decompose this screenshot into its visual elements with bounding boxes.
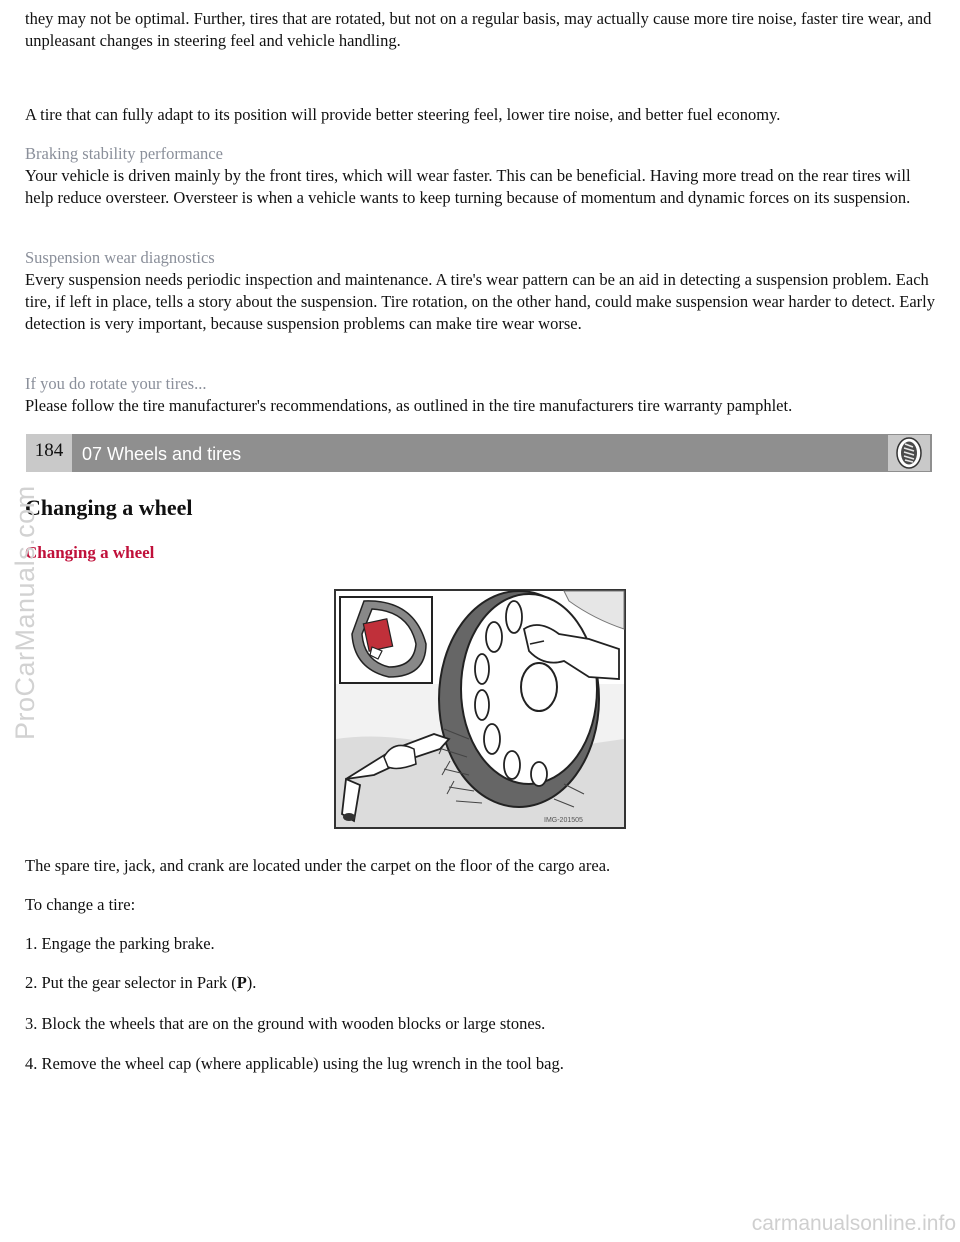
side-watermark: ProCarManuals.com <box>10 485 40 740</box>
section-subtitle: Changing a wheel <box>25 543 155 562</box>
section-body: Every suspension needs periodic inspection and maintenance. A tire's wear pattern can be an aid in detecting a suspension problem. Each tire, if left in place, tells a story about the suspension. Tire rotation, on the other hand, could make suspension wear harder to detect. Early detection is very important, because suspension problems can make tire wear worse. <box>25 270 936 333</box>
figure-code: IMG-201505 <box>544 817 583 824</box>
section-suspension <box>25 247 937 335</box>
chapter-header-bar <box>26 434 932 472</box>
page-title: Changing a wheel <box>25 495 193 520</box>
tire-tread-icon <box>888 435 930 471</box>
step-item: 4. Remove the wheel cap (where applicable) using the lug wrench in the tool bag. <box>25 1054 564 1073</box>
intro-paragraph-2: A tire that can fully adapt to its position will provide better steering feel, lower tire noise, and better fuel economy. <box>25 105 781 124</box>
step-item: 2. Put the gear selector in Park (P). <box>25 973 257 992</box>
wheel-change-illustration <box>334 589 626 829</box>
section-body: Please follow the tire manufacturer's recommendations, as outlined in the tire manufacturers tire warranty pamphlet. <box>25 396 793 415</box>
footer-watermark: carmanualsonline.info <box>751 1212 956 1235</box>
section-heading: Suspension wear diagnostics <box>25 248 215 267</box>
section-rotate <box>25 373 937 417</box>
intro-text: The spare tire, jack, and crank are located under the carpet on the floor of the cargo area. <box>25 856 611 875</box>
page-number: 184 <box>26 434 72 472</box>
step-item: 1. Engage the parking brake. <box>25 934 215 953</box>
step-item: 3. Block the wheels that are on the ground with wooden blocks or large stones. <box>25 1014 546 1033</box>
section-heading: Braking stability performance <box>25 144 223 163</box>
intro-paragraph-1: they may not be optimal. Further, tires that are rotated, but not on a regular basis, may actually cause more tire noise, faster tire wear, and unpleasant changes in steering feel and vehicle handling. <box>25 9 932 50</box>
steps-lead: To change a tire: <box>25 895 136 914</box>
chapter-title: 07 Wheels and tires <box>82 444 242 464</box>
section-braking <box>25 143 937 209</box>
section-heading: If you do rotate your tires... <box>25 374 207 393</box>
section-body: Your vehicle is driven mainly by the front tires, which will wear faster. This can be beneficial. Having more tread on the rear tires will help reduce oversteer. Oversteer is when a vehicle wants to keep turning because of momentum and dynamic forces on its suspension. <box>25 166 911 207</box>
